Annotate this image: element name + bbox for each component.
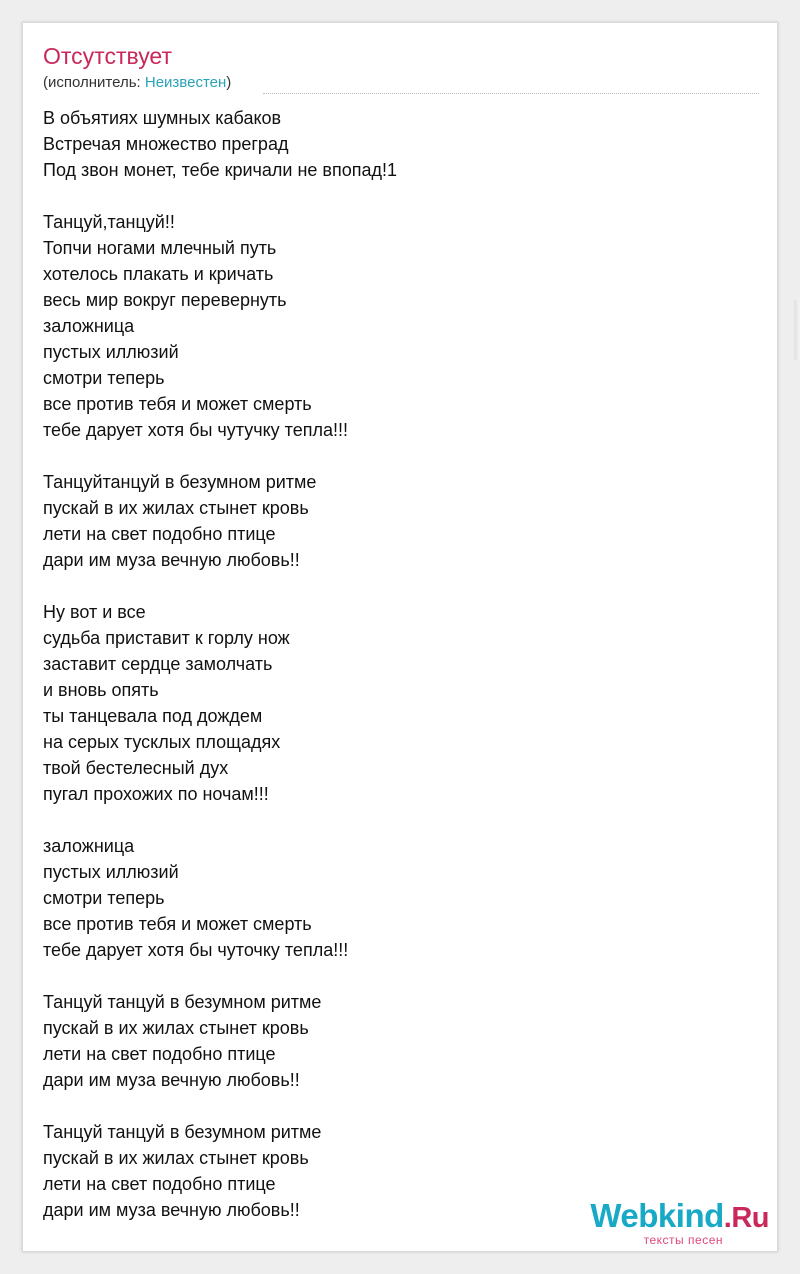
lyric-line: Танцуй,танцуй!!	[43, 212, 175, 232]
lyric-line: пускай в их жилах стынет кровь	[43, 1148, 309, 1168]
brand-tagline: тексты песен	[643, 1233, 723, 1247]
lyric-line: твой бестелесный дух	[43, 758, 229, 778]
lyric-line: дари им муза вечную любовь!!	[43, 1200, 300, 1220]
lyric-line: Танцуй танцуй в безумном ритме	[43, 992, 322, 1012]
lyric-line: судьба приставит к горлу нож	[43, 628, 290, 648]
brand-logo[interactable]	[569, 1197, 769, 1245]
brand-name: Webkind	[590, 1197, 724, 1234]
lyric-line: пустых иллюзий	[43, 342, 179, 362]
lyrics-card	[22, 22, 778, 1252]
lyric-line: заложница	[43, 836, 135, 856]
lyric-line: Танцуй танцуй в безумном ритме	[43, 1122, 322, 1142]
brand-wordmark	[590, 1197, 769, 1235]
lyrics-text	[43, 105, 743, 1223]
title-divider	[263, 93, 759, 94]
lyric-line: хотелось плакать и кричать	[43, 264, 274, 284]
lyric-line: лети на свет подобно птице	[43, 1174, 276, 1194]
lyric-line: пускай в их жилах стынет кровь	[43, 498, 309, 518]
lyric-line: тебе дарует хотя бы чуточку тепла!!!	[43, 940, 349, 960]
lyric-line: дари им муза вечную любовь!!	[43, 1070, 300, 1090]
lyric-blank-line	[43, 807, 743, 833]
lyric-line: смотри теперь	[43, 888, 165, 908]
lyric-line: смотри теперь	[43, 368, 165, 388]
lyric-blank-line	[43, 183, 743, 209]
lyric-blank-line	[43, 1093, 743, 1119]
lyric-line: заставит сердце замолчать	[43, 654, 273, 674]
lyric-line: Ну вот и все	[43, 602, 146, 622]
brand-tld: .Ru	[723, 1202, 769, 1234]
scrollbar-edge[interactable]	[794, 300, 800, 360]
lyric-blank-line	[43, 443, 743, 469]
lyric-line: пускай в их жилах стынет кровь	[43, 1018, 309, 1038]
lyric-line: весь мир вокруг перевернуть	[43, 290, 287, 310]
lyric-line: лети на свет подобно птице	[43, 1044, 276, 1064]
lyric-line: Танцуйтанцуй в безумном ритме	[43, 472, 317, 492]
lyric-line: пугал прохожих по ночам!!!	[43, 784, 269, 804]
performer-link[interactable]: Неизвестен	[144, 74, 227, 91]
lyric-line: и вновь опять	[43, 680, 159, 700]
performer-line	[43, 74, 231, 91]
lyric-line: Под звон монет, тебе кричали не впопад!1	[43, 160, 398, 180]
lyric-blank-line	[43, 963, 743, 989]
lyric-line: пустых иллюзий	[43, 862, 179, 882]
performer-suffix: )	[226, 74, 232, 91]
lyric-line: Встречая множество преград	[43, 134, 289, 154]
lyric-line: тебе дарует хотя бы чутучку тепла!!!	[43, 420, 348, 440]
song-title: Отсутствует	[43, 43, 172, 69]
lyric-line: все против тебя и может смерть	[43, 394, 312, 414]
lyric-blank-line	[43, 573, 743, 599]
lyric-line: все против тебя и может смерть	[43, 914, 312, 934]
lyric-line: на серых тусклых площадях	[43, 732, 281, 752]
lyric-line: заложница	[43, 316, 135, 336]
lyric-line: дари им муза вечную любовь!!	[43, 550, 300, 570]
performer-prefix: (исполнитель:	[43, 74, 145, 91]
lyric-line: В объятиях шумных кабаков	[43, 108, 282, 128]
lyric-line: Топчи ногами млечный путь	[43, 238, 277, 258]
lyric-line: лети на свет подобно птице	[43, 524, 276, 544]
lyric-line: ты танцевала под дождем	[43, 706, 263, 726]
